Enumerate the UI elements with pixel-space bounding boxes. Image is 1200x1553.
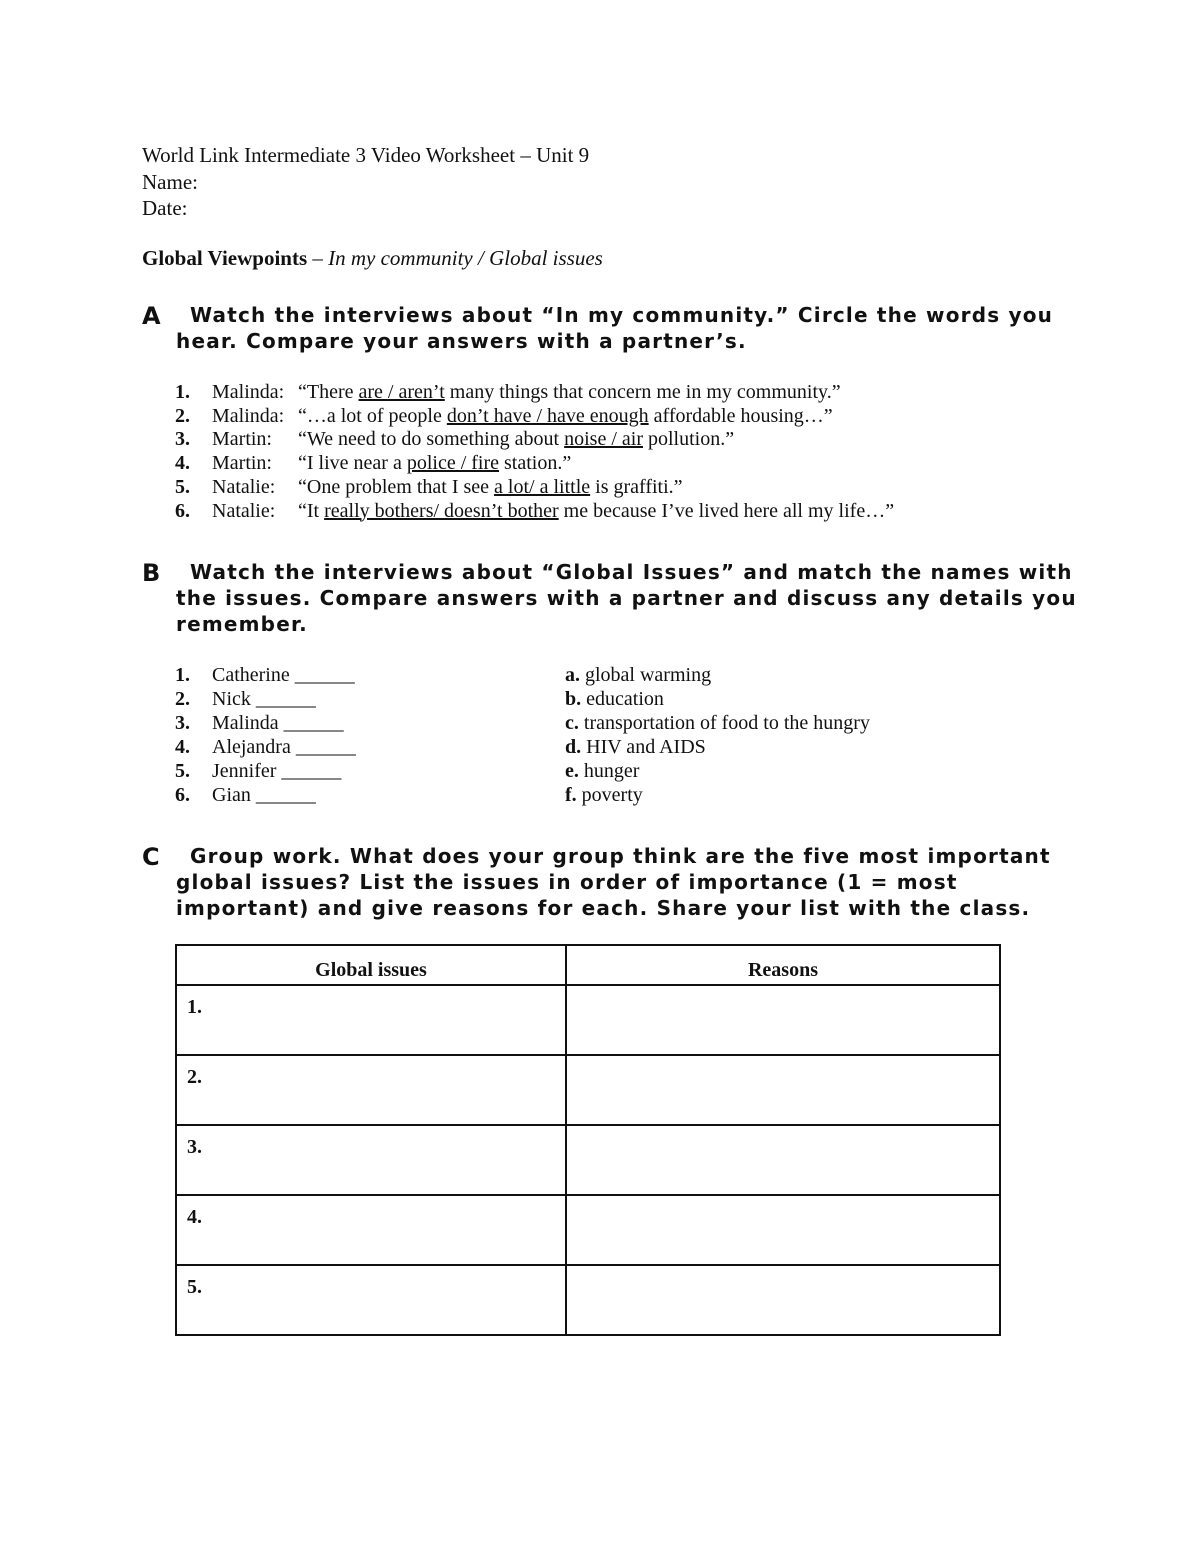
item-speaker: Martin: [212,452,272,475]
section-b-heading [142,559,1082,637]
item-text-after: affordable housing…” [648,404,833,427]
item-options: noise / air [564,428,643,451]
issue-letter: c. [565,712,579,734]
item-options: really bothers/ doesn’t bother [324,499,559,522]
issue-cell[interactable]: 2. [176,1055,566,1125]
reason-cell[interactable] [566,1055,1000,1125]
reason-cell[interactable] [566,985,1000,1055]
item-number: 6. [175,784,190,806]
subtitle-bold: Global Viewpoints [142,246,308,270]
list-item [565,735,870,759]
global-issues-table [175,944,1001,1336]
item-number: 1. [175,664,190,686]
section-c-heading [142,843,1082,921]
name-blank: Nick ______ [212,688,316,710]
issue-text: poverty [581,784,643,806]
item-options: don’t have / have enough [446,404,649,427]
subtitle-italic: In my community / Global issues [328,246,603,270]
table-row [176,1125,1000,1195]
section-c-instruction: Group work. What does your group think are the five most important global issues? List the issues in order of importance (1 = most important) and give reasons for each. Share your list with the class. [176,844,1051,920]
issue-text: education [586,688,664,710]
item-text-after: station.” [499,452,572,475]
item-number: 3. [175,712,190,734]
item-text-before: “I live near a [298,452,407,475]
item-number: 2. [175,404,190,427]
item-text-before: “There [298,381,359,403]
section-subtitle [142,246,603,271]
list-item [175,759,356,783]
reason-cell[interactable] [566,1265,1000,1335]
item-number: 2. [175,688,190,710]
header-global-issues: Global issues [176,945,566,985]
list-item [565,759,870,783]
item-number: 1. [175,381,190,403]
issue-text: transportation of food to the hungry [583,712,870,734]
section-a-list [175,381,894,523]
list-item [175,711,356,735]
worksheet-header [142,142,589,222]
section-b-instruction: Watch the interviews about “Global Issues” and match the names with the issues. Compare answers with a partner and discuss any details you remember. [176,560,1077,636]
issue-cell[interactable]: 4. [176,1195,566,1265]
item-number: 5. [175,475,190,498]
table-row [176,985,1000,1055]
worksheet-title: World Link Intermediate 3 Video Worksheet – Unit 9 [142,143,590,167]
name-label: Name: [142,169,198,194]
item-number: 4. [175,736,190,758]
reason-cell[interactable] [566,1195,1000,1265]
section-b-issues [565,663,870,807]
issue-letter: e. [565,760,579,782]
item-text-after: many things that concern me in my community.” [444,381,841,403]
name-blank: Gian ______ [212,784,316,806]
issue-letter: d. [565,736,582,758]
name-blank: Jennifer ______ [212,760,342,782]
name-blank: Catherine ______ [212,664,355,686]
item-text-before: “It [298,499,325,522]
issue-cell[interactable]: 3. [176,1125,566,1195]
section-a-heading [142,302,1082,354]
item-text-before: “One problem that I see [298,475,495,498]
item-text-after: me because I’ve lived here all my life…” [558,499,895,522]
item-text-after: pollution.” [642,428,735,451]
item-number: 6. [175,499,190,522]
item-speaker: Natalie: [212,475,276,498]
item-options: a lot/ a little [494,475,591,498]
list-item [565,687,870,711]
issue-text: HIV and AIDS [586,736,706,758]
item-speaker: Malinda: [212,404,285,427]
item-options: police / fire [406,452,500,475]
list-item [175,452,894,476]
item-text-before: “…a lot of people [298,404,447,427]
issue-text: global warming [585,664,712,686]
item-speaker: Malinda: [212,381,285,403]
list-item [175,663,356,687]
issue-letter: f. [565,784,577,806]
table-row [176,1265,1000,1335]
list-item [565,711,870,735]
list-item [565,783,870,807]
issue-text: hunger [583,760,640,782]
section-b-letter: B [142,559,161,587]
section-a-instruction: Watch the interviews about “In my community.” Circle the words you hear. Compare your answers with a partner’s. [176,303,1054,353]
table-header-row [176,945,1000,985]
item-speaker: Natalie: [212,499,276,522]
section-c-letter: C [142,843,160,871]
list-item [175,405,894,429]
subtitle-dash: – [307,246,329,270]
item-speaker: Martin: [212,428,272,451]
issue-letter: a. [565,664,580,686]
issue-cell[interactable]: 5. [176,1265,566,1335]
name-blank: Malinda ______ [212,712,344,734]
date-label: Date: [142,196,188,220]
item-number: 4. [175,452,190,475]
item-text-after: is graffiti.” [590,475,683,498]
list-item [175,687,356,711]
list-item [175,476,894,500]
item-options: are / aren’t [358,381,445,403]
item-number: 5. [175,760,190,782]
list-item [565,663,870,687]
issue-cell[interactable]: 1. [176,985,566,1055]
issue-letter: b. [565,688,582,710]
section-a-letter: A [142,302,161,330]
header-reasons: Reasons [566,945,1000,985]
name-blank: Alejandra ______ [212,736,356,758]
table-row [176,1055,1000,1125]
list-item [175,428,894,452]
table-row [176,1195,1000,1265]
section-b-names [175,663,356,807]
reason-cell[interactable] [566,1125,1000,1195]
list-item [175,500,894,524]
list-item [175,735,356,759]
list-item [175,783,356,807]
list-item [175,381,894,405]
item-text-before: “We need to do something about [298,428,565,451]
item-number: 3. [175,428,190,451]
